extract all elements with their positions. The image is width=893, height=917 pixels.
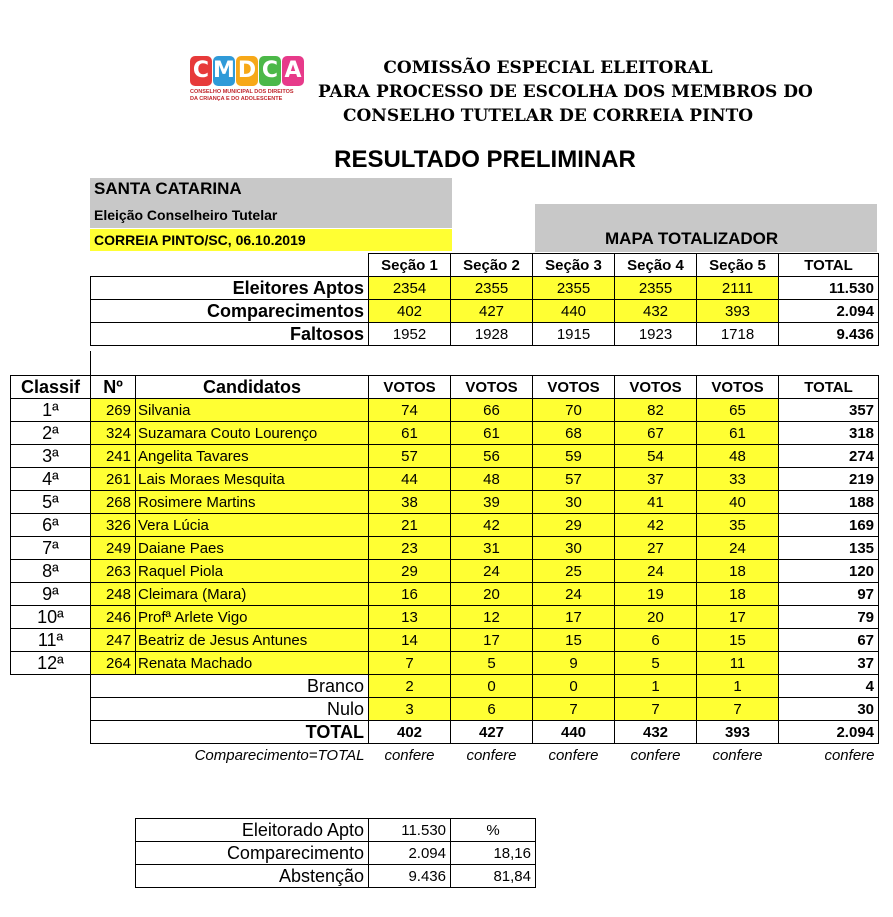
candidate-total: 169 bbox=[779, 514, 879, 537]
stats-row bbox=[136, 819, 536, 842]
candidate-votes: 40 bbox=[697, 491, 779, 514]
candidate-rank: 9ª bbox=[11, 583, 91, 606]
grand-total: 2.094 bbox=[779, 721, 879, 744]
candidate-number: 248 bbox=[91, 583, 136, 606]
candidate-votes: 24 bbox=[615, 560, 697, 583]
place-date: CORREIA PINTO/SC, 06.10.2019 bbox=[94, 232, 306, 248]
logo-letter: D bbox=[236, 56, 258, 86]
candidate-votes: 68 bbox=[533, 422, 615, 445]
check-total: confere bbox=[824, 746, 875, 764]
logo-letter: C bbox=[259, 56, 281, 86]
stats-label: Eleitorado Apto bbox=[136, 819, 369, 842]
stats-pct-header: % bbox=[451, 819, 536, 842]
candidate-votes: 7 bbox=[369, 652, 451, 675]
stats-row bbox=[136, 842, 536, 865]
candidate-votes: 61 bbox=[369, 422, 451, 445]
candidate-name: Renata Machado bbox=[136, 652, 369, 675]
mapa-label: MAPA TOTALIZADOR bbox=[605, 229, 779, 248]
other-votes-row bbox=[11, 675, 879, 698]
blank-cell bbox=[91, 351, 136, 376]
summary-value: 440 bbox=[533, 300, 615, 323]
candidate-name: Vera Lúcia bbox=[136, 514, 369, 537]
candidate-votes: 24 bbox=[697, 537, 779, 560]
logo-letter: M bbox=[213, 56, 235, 86]
candidate-rank: 1ª bbox=[11, 399, 91, 422]
summary-label: Faltosos bbox=[91, 323, 369, 346]
candidate-votes: 48 bbox=[451, 468, 533, 491]
stats-label: Abstenção bbox=[136, 865, 369, 888]
total-value: 432 bbox=[615, 721, 697, 744]
votes-header: VOTOS bbox=[451, 376, 533, 399]
candidate-votes: 12 bbox=[451, 606, 533, 629]
candidate-rank: 8ª bbox=[11, 560, 91, 583]
candidate-votes: 56 bbox=[451, 445, 533, 468]
candidates-header-row bbox=[11, 376, 879, 399]
section-header-row bbox=[91, 254, 879, 277]
other-votes-value: 2 bbox=[369, 675, 451, 698]
number-header: Nº bbox=[91, 376, 136, 399]
candidate-number: 261 bbox=[91, 468, 136, 491]
blank-cell bbox=[11, 675, 91, 698]
candidate-row bbox=[11, 491, 879, 514]
candidate-row bbox=[11, 537, 879, 560]
total-value: 427 bbox=[451, 721, 533, 744]
candidate-row bbox=[11, 422, 879, 445]
candidate-number: 324 bbox=[91, 422, 136, 445]
candidate-votes: 16 bbox=[369, 583, 451, 606]
candidate-votes: 14 bbox=[369, 629, 451, 652]
candidate-rank: 3ª bbox=[11, 445, 91, 468]
candidate-votes: 30 bbox=[533, 537, 615, 560]
section-header: Seção 4 bbox=[615, 254, 697, 277]
candidate-number: 326 bbox=[91, 514, 136, 537]
candidate-votes: 48 bbox=[697, 445, 779, 468]
candidate-number: 246 bbox=[91, 606, 136, 629]
other-votes-value: 0 bbox=[451, 675, 533, 698]
logo-subtitle-1: CONSELHO MUNICIPAL DOS DIREITOS bbox=[190, 89, 294, 95]
candidate-votes: 61 bbox=[697, 422, 779, 445]
candidate-votes: 31 bbox=[451, 537, 533, 560]
candidate-votes: 23 bbox=[369, 537, 451, 560]
candidate-number: 241 bbox=[91, 445, 136, 468]
candidate-votes: 54 bbox=[615, 445, 697, 468]
blank-cell bbox=[11, 744, 91, 767]
candidate-number: 264 bbox=[91, 652, 136, 675]
section-header: Seção 3 bbox=[533, 254, 615, 277]
check-value: confere bbox=[548, 746, 599, 764]
other-votes-value: 6 bbox=[451, 698, 533, 721]
candidate-votes: 15 bbox=[697, 629, 779, 652]
summary-value: 2111 bbox=[697, 277, 779, 300]
candidate-votes: 24 bbox=[533, 583, 615, 606]
candidate-name: Daiane Paes bbox=[136, 537, 369, 560]
candidate-number: 269 bbox=[91, 399, 136, 422]
total-label: TOTAL bbox=[91, 721, 369, 744]
candidates-header: Candidatos bbox=[136, 376, 369, 399]
candidate-votes: 33 bbox=[697, 468, 779, 491]
section-header: Seção 5 bbox=[697, 254, 779, 277]
blank-cell bbox=[91, 254, 369, 277]
candidate-votes: 59 bbox=[533, 445, 615, 468]
summary-value: 1928 bbox=[451, 323, 533, 346]
candidate-votes: 21 bbox=[369, 514, 451, 537]
candidate-row bbox=[11, 560, 879, 583]
candidate-votes: 20 bbox=[615, 606, 697, 629]
candidate-row bbox=[11, 606, 879, 629]
candidate-name: Raquel Piola bbox=[136, 560, 369, 583]
candidate-votes: 6 bbox=[615, 629, 697, 652]
candidate-row bbox=[11, 514, 879, 537]
votes-header: VOTOS bbox=[697, 376, 779, 399]
candidate-name: Rosimere Martins bbox=[136, 491, 369, 514]
page-title: RESULTADO PRELIMINAR bbox=[334, 146, 636, 173]
section-header: TOTAL bbox=[779, 254, 879, 277]
section-header: Seção 1 bbox=[369, 254, 451, 277]
stats-pct: 18,16 bbox=[451, 842, 536, 865]
votes-header: VOTOS bbox=[369, 376, 451, 399]
candidate-votes: 5 bbox=[451, 652, 533, 675]
candidate-rank: 5ª bbox=[11, 491, 91, 514]
summary-table bbox=[90, 253, 879, 346]
blank-cell bbox=[11, 351, 91, 376]
candidate-total: 135 bbox=[779, 537, 879, 560]
summary-row bbox=[91, 323, 879, 346]
candidate-votes: 18 bbox=[697, 560, 779, 583]
cmdca-logo bbox=[190, 56, 308, 118]
summary-total: 9.436 bbox=[779, 323, 879, 346]
candidate-votes: 42 bbox=[451, 514, 533, 537]
classif-header: Classif bbox=[11, 376, 91, 399]
candidate-votes: 67 bbox=[615, 422, 697, 445]
candidate-name: Profª Arlete Vigo bbox=[136, 606, 369, 629]
place-date-banner bbox=[90, 229, 452, 251]
candidate-votes: 66 bbox=[451, 399, 533, 422]
stats-value: 2.094 bbox=[369, 842, 451, 865]
candidate-votes: 70 bbox=[533, 399, 615, 422]
blank-cell bbox=[136, 351, 879, 376]
other-votes-row bbox=[11, 698, 879, 721]
candidate-votes: 57 bbox=[369, 445, 451, 468]
header-line-1: COMISSÃO ESPECIAL ELEITORAL bbox=[383, 58, 713, 78]
candidate-number: 247 bbox=[91, 629, 136, 652]
mapa-banner bbox=[535, 204, 877, 252]
candidate-name: Cleimara (Mara) bbox=[136, 583, 369, 606]
summary-label: Comparecimentos bbox=[91, 300, 369, 323]
candidate-votes: 82 bbox=[615, 399, 697, 422]
candidate-rank: 2ª bbox=[11, 422, 91, 445]
check-value: confere bbox=[630, 746, 681, 764]
candidate-votes: 39 bbox=[451, 491, 533, 514]
candidate-votes: 17 bbox=[533, 606, 615, 629]
summary-value: 1915 bbox=[533, 323, 615, 346]
check-value: confere bbox=[712, 746, 763, 764]
summary-row bbox=[91, 300, 879, 323]
candidate-rank: 4ª bbox=[11, 468, 91, 491]
candidate-votes: 38 bbox=[369, 491, 451, 514]
candidate-total: 188 bbox=[779, 491, 879, 514]
candidate-votes: 13 bbox=[369, 606, 451, 629]
other-votes-total: 30 bbox=[779, 698, 879, 721]
candidate-name: Beatriz de Jesus Antunes bbox=[136, 629, 369, 652]
votes-header: VOTOS bbox=[615, 376, 697, 399]
candidate-votes: 18 bbox=[697, 583, 779, 606]
candidate-rank: 11ª bbox=[11, 629, 91, 652]
votes-header: VOTOS bbox=[533, 376, 615, 399]
candidate-row bbox=[11, 468, 879, 491]
candidate-votes: 25 bbox=[533, 560, 615, 583]
candidate-votes: 57 bbox=[533, 468, 615, 491]
candidates-table bbox=[10, 351, 879, 766]
election-label: Eleição Conselheiro Tutelar bbox=[94, 207, 278, 223]
summary-value: 1923 bbox=[615, 323, 697, 346]
candidate-row bbox=[11, 445, 879, 468]
candidate-votes: 5 bbox=[615, 652, 697, 675]
check-label: Comparecimento=TOTAL bbox=[194, 746, 365, 764]
candidate-votes: 29 bbox=[369, 560, 451, 583]
logo-letter: C bbox=[190, 56, 212, 86]
candidate-total: 357 bbox=[779, 399, 879, 422]
summary-total: 11.530 bbox=[779, 277, 879, 300]
candidate-votes: 24 bbox=[451, 560, 533, 583]
summary-value: 393 bbox=[697, 300, 779, 323]
stats-pct: 81,84 bbox=[451, 865, 536, 888]
other-votes-value: 1 bbox=[615, 675, 697, 698]
blank-cell bbox=[11, 721, 91, 744]
candidate-total: 274 bbox=[779, 445, 879, 468]
candidate-row bbox=[11, 583, 879, 606]
candidate-votes: 19 bbox=[615, 583, 697, 606]
summary-value: 402 bbox=[369, 300, 451, 323]
summary-value: 2355 bbox=[451, 277, 533, 300]
candidate-name: Suzamara Couto Lourenço bbox=[136, 422, 369, 445]
candidate-votes: 42 bbox=[615, 514, 697, 537]
candidate-row bbox=[11, 652, 879, 675]
candidate-votes: 9 bbox=[533, 652, 615, 675]
other-votes-value: 7 bbox=[533, 698, 615, 721]
other-votes-total: 4 bbox=[779, 675, 879, 698]
other-votes-label: Branco bbox=[91, 675, 369, 698]
summary-value: 2355 bbox=[615, 277, 697, 300]
other-votes-value: 3 bbox=[369, 698, 451, 721]
candidate-rank: 10ª bbox=[11, 606, 91, 629]
stats-table bbox=[135, 818, 536, 888]
candidate-total: 97 bbox=[779, 583, 879, 606]
candidate-votes: 17 bbox=[697, 606, 779, 629]
other-votes-value: 7 bbox=[615, 698, 697, 721]
state-label: SANTA CATARINA bbox=[94, 179, 242, 198]
candidate-total: 120 bbox=[779, 560, 879, 583]
spacer-row bbox=[11, 351, 879, 376]
candidate-votes: 15 bbox=[533, 629, 615, 652]
stats-row bbox=[136, 865, 536, 888]
summary-value: 2355 bbox=[533, 277, 615, 300]
section-header: Seção 2 bbox=[451, 254, 533, 277]
total-header: TOTAL bbox=[779, 376, 879, 399]
candidate-name: Lais Moraes Mesquita bbox=[136, 468, 369, 491]
total-row bbox=[11, 721, 879, 744]
candidate-votes: 37 bbox=[615, 468, 697, 491]
check-value: confere bbox=[384, 746, 435, 764]
commission-header bbox=[318, 56, 813, 128]
stats-value: 9.436 bbox=[369, 865, 451, 888]
candidate-votes: 20 bbox=[451, 583, 533, 606]
other-votes-value: 7 bbox=[697, 698, 779, 721]
logo-letter: A bbox=[282, 56, 304, 86]
summary-row bbox=[91, 277, 879, 300]
summary-value: 427 bbox=[451, 300, 533, 323]
summary-value: 432 bbox=[615, 300, 697, 323]
candidate-votes: 61 bbox=[451, 422, 533, 445]
total-value: 393 bbox=[697, 721, 779, 744]
logo-subtitle-2: DA CRIANÇA E DO ADOLESCENTE bbox=[190, 96, 283, 102]
candidate-votes: 11 bbox=[697, 652, 779, 675]
candidate-rank: 7ª bbox=[11, 537, 91, 560]
summary-label: Eleitores Aptos bbox=[91, 277, 369, 300]
candidate-votes: 30 bbox=[533, 491, 615, 514]
candidate-votes: 65 bbox=[697, 399, 779, 422]
candidate-rank: 12ª bbox=[11, 652, 91, 675]
stats-value: 11.530 bbox=[369, 819, 451, 842]
candidate-votes: 17 bbox=[451, 629, 533, 652]
candidate-votes: 27 bbox=[615, 537, 697, 560]
candidate-number: 268 bbox=[91, 491, 136, 514]
stats-label: Comparecimento bbox=[136, 842, 369, 865]
candidate-votes: 74 bbox=[369, 399, 451, 422]
candidate-votes: 41 bbox=[615, 491, 697, 514]
candidate-total: 37 bbox=[779, 652, 879, 675]
candidate-votes: 29 bbox=[533, 514, 615, 537]
other-votes-value: 1 bbox=[697, 675, 779, 698]
other-votes-value: 0 bbox=[533, 675, 615, 698]
candidate-total: 219 bbox=[779, 468, 879, 491]
summary-value: 1718 bbox=[697, 323, 779, 346]
total-value: 440 bbox=[533, 721, 615, 744]
header-line-2: PARA PROCESSO DE ESCOLHA DOS MEMBROS DO bbox=[318, 82, 813, 102]
candidate-rank: 6ª bbox=[11, 514, 91, 537]
total-value: 402 bbox=[369, 721, 451, 744]
check-value: confere bbox=[466, 746, 517, 764]
blank-cell bbox=[11, 698, 91, 721]
candidate-votes: 35 bbox=[697, 514, 779, 537]
other-votes-label: Nulo bbox=[91, 698, 369, 721]
candidate-total: 318 bbox=[779, 422, 879, 445]
candidate-name: Silvania bbox=[136, 399, 369, 422]
candidate-row bbox=[11, 629, 879, 652]
check-row bbox=[11, 744, 879, 767]
candidate-total: 67 bbox=[779, 629, 879, 652]
candidate-row bbox=[11, 399, 879, 422]
candidate-votes: 44 bbox=[369, 468, 451, 491]
candidate-number: 263 bbox=[91, 560, 136, 583]
candidate-number: 249 bbox=[91, 537, 136, 560]
candidate-total: 79 bbox=[779, 606, 879, 629]
summary-value: 1952 bbox=[369, 323, 451, 346]
summary-value: 2354 bbox=[369, 277, 451, 300]
candidate-name: Angelita Tavares bbox=[136, 445, 369, 468]
header-line-3: CONSELHO TUTELAR DE CORREIA PINTO bbox=[342, 106, 754, 126]
summary-total: 2.094 bbox=[779, 300, 879, 323]
